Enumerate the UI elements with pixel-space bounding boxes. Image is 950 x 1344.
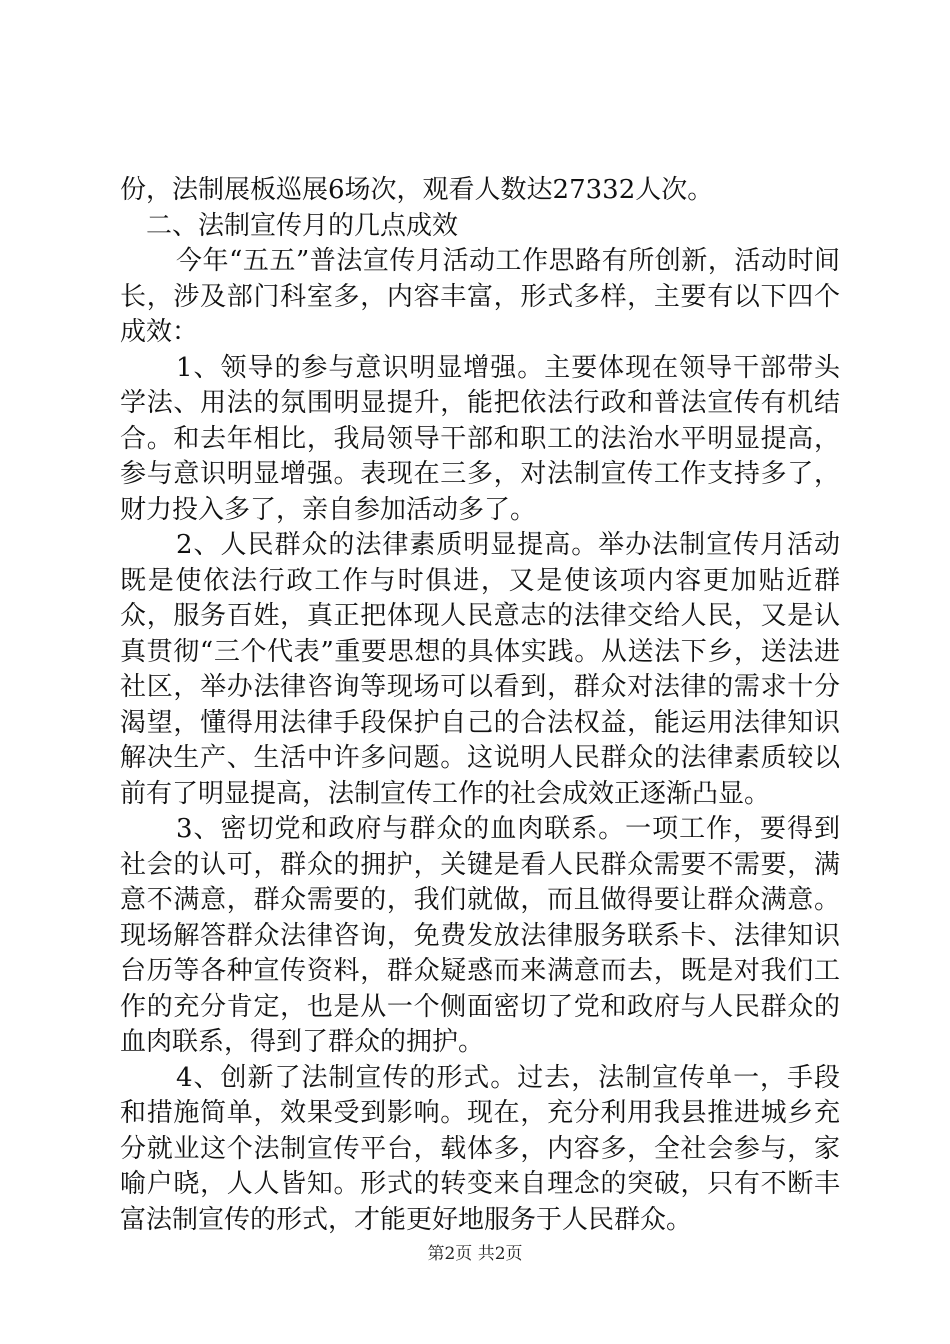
paragraph-intro: 今年“五五”普法宣传月活动工作思路有所创新，活动时间长，涉及部门科室多，内容丰富，形式多样，主要有以下四个成效： — [120, 246, 840, 347]
document-body — [120, 173, 840, 1238]
paragraph-point-4: 4、创新了法制宣传的形式。过去，法制宣传单一，手段和措施简单，效果受到影响。现在，充分利用我县推进城乡充分就业这个法制宣传平台，载体多，内容多，全社会参与，家喻户晓，人人皆知。形式的转变来自理念的突破，只有不断丰富法制宣传的形式，才能更好地服务于人民群众。 — [120, 1062, 840, 1235]
section-heading: 二、法制宣传月的几点成效 — [146, 210, 459, 241]
paragraph-continuation: 份，法制展板巡展6场次，观看人数达27332人次。 — [120, 175, 714, 205]
paragraph-point-2: 2、人民群众的法律素质明显提高。举办法制宣传月活动既是使依法行政工作与时俱进，又是使该项内容更加贴近群众，服务百姓，真正把体现人民意志的法律交给人民，又是认真贯彻“三个代表”重要思想的具体实践。从送法下乡，送法进社区，举办法律咨询等现场可以看到，群众对法律的需求十分渴望，懂得用法律手段保护自己的合法权益，能运用法律知识解决生产、生活中许多问题。这说明人民群众的法律素质较以前有了明显提高，法制宣传工作的社会成效正逐渐凸显。 — [120, 530, 840, 809]
paragraph-point-3: 3、密切党和政府与群众的血肉联系。一项工作，要得到社会的认可，群众的拥护，关键是看人民群众需要不需要，满意不满意，群众需要的，我们就做，而且做得要让群众满意。现场解答群众法律咨询，免费发放法律服务联系卡、法律知识台历等各种宣传资料，群众疑惑而来满意而去，既是对我们工作的充分肯定，也是从一个侧面密切了党和政府与人民群众的血肉联系，得到了群众的拥护。 — [120, 814, 840, 1057]
page-footer: 第2页 共2页 — [427, 1244, 523, 1264]
paragraph-point-1: 1、领导的参与意识明显增强。主要体现在领导干部带头学法、用法的氛围明显提升，能把依法行政和普法宣传有机结合。和去年相比，我局领导干部和职工的法治水平明显提高，参与意识明显增强。表现在三多，对法制宣传工作支持多了，财力投入多了，亲自参加活动多了。 — [120, 352, 840, 525]
